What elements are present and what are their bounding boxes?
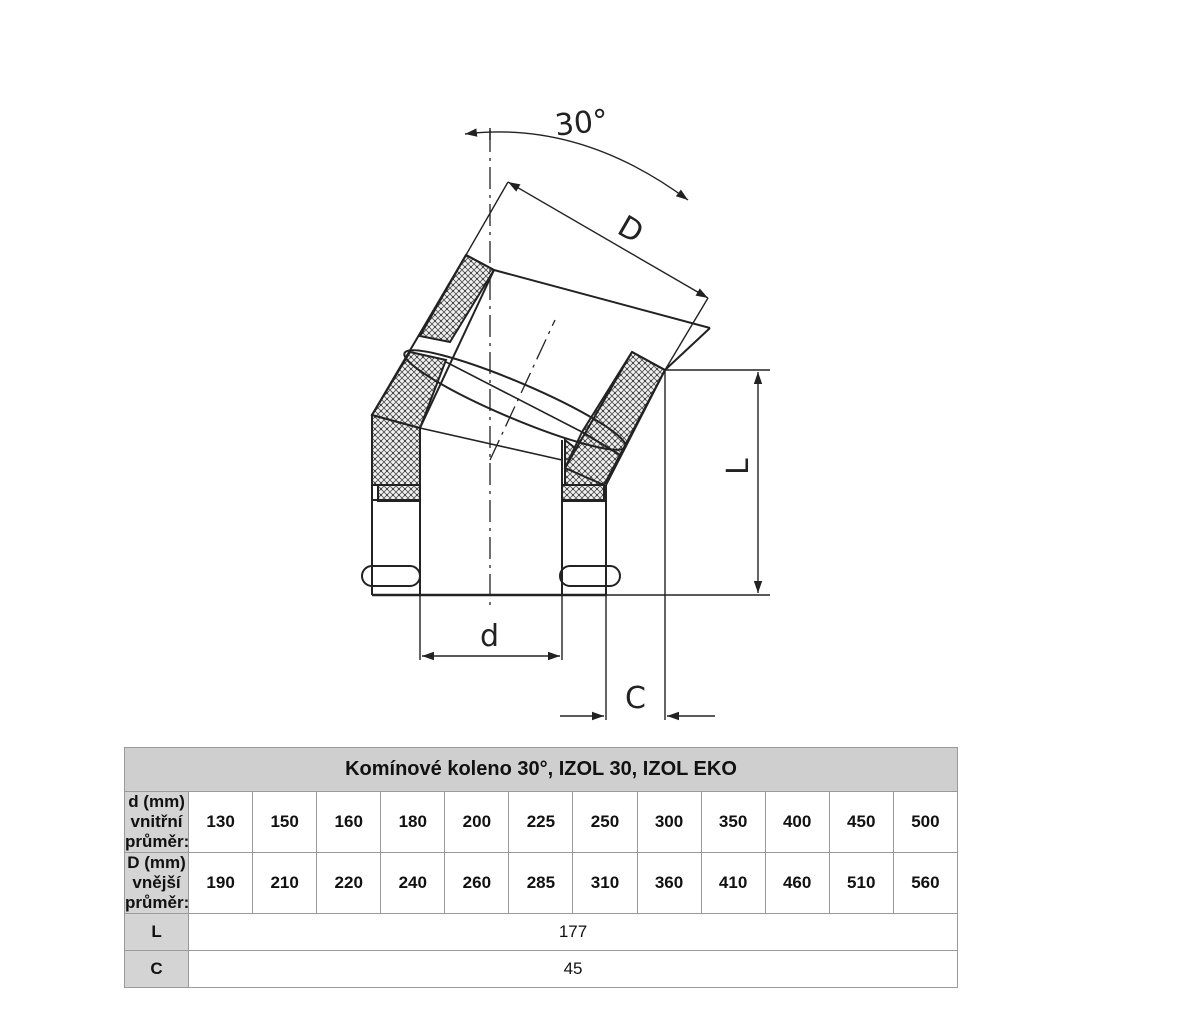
table-cell: 310: [573, 853, 637, 914]
table-cell: 225: [509, 792, 573, 853]
table-cell: 200: [445, 792, 509, 853]
inner-diameter-label: d: [480, 619, 500, 654]
value-L: 177: [189, 914, 958, 951]
table-cell: 210: [253, 853, 317, 914]
row-label-inner-diameter: d (mm) vnitřní průměr:: [125, 792, 190, 851]
table-cell: 190: [189, 853, 253, 914]
table-cell: 460: [765, 853, 829, 914]
specification-table: [124, 747, 958, 988]
table-cell: 130: [189, 792, 253, 853]
table-title: Komínové koleno 30°, IZOL 30, IZOL EKO: [125, 748, 958, 792]
table-row-C: [125, 951, 958, 988]
table-cell: 350: [701, 792, 765, 853]
table-cell: 285: [509, 853, 573, 914]
angle-arc: [465, 132, 688, 200]
table-cell: 300: [637, 792, 701, 853]
outer-diameter-dimension: [508, 182, 708, 298]
row-label-C: C: [125, 951, 189, 988]
table-cell: 150: [253, 792, 317, 853]
table-cell: 410: [701, 853, 765, 914]
table-cell: 260: [445, 853, 509, 914]
row-label-L: L: [125, 914, 189, 951]
offset-label: C: [625, 681, 646, 716]
center-lines: [490, 130, 555, 610]
table-cell: 160: [317, 792, 381, 853]
table-cell: 360: [637, 853, 701, 914]
upper-section: [372, 255, 710, 485]
table-cell: 240: [381, 853, 445, 914]
outer-diameter-label: D: [611, 209, 650, 251]
value-C: 45: [189, 951, 958, 988]
height-label: L: [721, 458, 756, 475]
table-cell: 500: [893, 792, 957, 853]
table-cell: 180: [381, 792, 445, 853]
table-cell: 510: [829, 853, 893, 914]
table-row-inner-diameter: [125, 792, 958, 853]
row-label-outer-diameter: D (mm) vnější průměr:: [125, 853, 190, 912]
table-cell: 560: [893, 853, 957, 914]
table-cell: 250: [573, 792, 637, 853]
table-row-L: [125, 914, 958, 951]
angle-label: 30°: [553, 103, 610, 144]
elbow-drawing: [362, 130, 710, 610]
table-row-outer-diameter: [125, 853, 958, 914]
table-cell: 220: [317, 853, 381, 914]
table-cell: 400: [765, 792, 829, 853]
table-cell: 450: [829, 792, 893, 853]
